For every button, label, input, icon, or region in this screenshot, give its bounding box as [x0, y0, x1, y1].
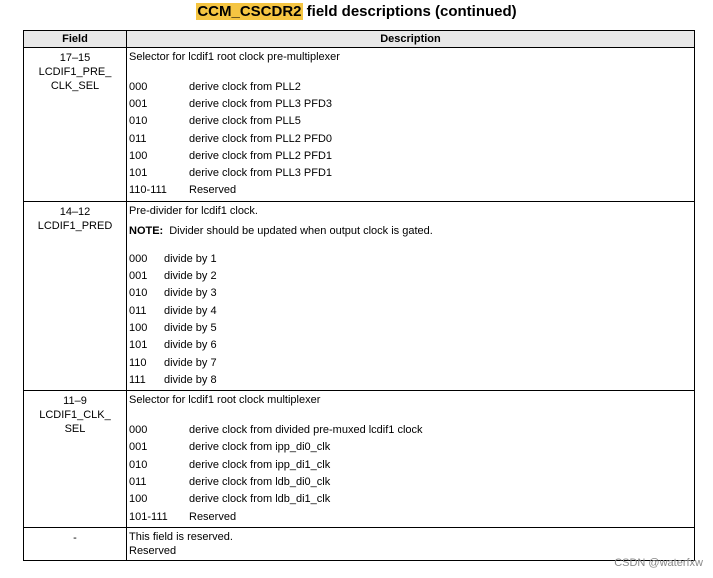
- value-code: 011: [129, 132, 147, 145]
- note-label: NOTE:: [129, 225, 164, 238]
- watermark: CSDN @waterfxw: [614, 557, 703, 569]
- value-code: 001: [129, 97, 148, 110]
- value-text: derive clock from ldb_di0_clk: [189, 475, 331, 488]
- value-text: divide by 3: [164, 287, 217, 300]
- register-name: CCM_CSCDR2: [197, 3, 302, 20]
- header-field: Field: [24, 31, 127, 48]
- description-intro: Selector for lcdif1 root clock multiplexer: [129, 394, 321, 407]
- list-item: [129, 182, 691, 199]
- value-code: 010: [129, 115, 148, 128]
- value-code: 001: [129, 270, 148, 283]
- description-cell: [127, 528, 695, 561]
- value-code: 000: [129, 80, 148, 93]
- list-item: [129, 164, 691, 181]
- value-code: 000: [129, 252, 148, 265]
- field-bits: -: [73, 532, 77, 545]
- value-code: 001: [129, 441, 148, 454]
- value-text: derive clock from divided pre-muxed lcdif1 clock: [189, 424, 423, 437]
- list-item: [129, 473, 691, 490]
- note-text: Divider should be updated when output clock is gated.: [169, 225, 433, 238]
- field-bits: 14–12: [59, 206, 91, 219]
- value-text: derive clock from PLL2: [189, 80, 301, 93]
- list-item: [129, 371, 691, 388]
- description-cell: [127, 202, 695, 391]
- field-name-line: LCDIF1_PRE_: [38, 66, 112, 78]
- list-item: [129, 456, 691, 473]
- table-title: [0, 3, 713, 21]
- list-item: [129, 95, 691, 112]
- field-bits: 17–15: [59, 52, 91, 64]
- list-item: [129, 267, 691, 284]
- list-item: [129, 439, 691, 456]
- value-text: divide by 6: [164, 339, 217, 352]
- value-text: divide by 2: [164, 270, 217, 283]
- value-text: derive clock from PLL2 PFD0: [189, 132, 333, 145]
- value-text: derive clock from ipp_di1_clk: [189, 458, 331, 471]
- field-name-line: LCDIF1_CLK_: [39, 409, 111, 422]
- table-row: [24, 391, 695, 528]
- value-text: derive clock from PLL3 PFD1: [189, 167, 333, 180]
- value-text: derive clock from PLL5: [189, 115, 301, 128]
- list-item: [129, 285, 691, 302]
- value-code: 111: [129, 373, 146, 386]
- list-item: [129, 421, 691, 438]
- value-text: divide by 1: [164, 252, 217, 265]
- description-line: Reserved: [129, 545, 177, 558]
- note: [129, 224, 691, 238]
- value-code: 101: [129, 167, 148, 180]
- value-code: 101-111: [129, 510, 168, 523]
- title-rest: field descriptions (continued): [302, 3, 517, 20]
- value-code: 101: [129, 339, 148, 352]
- field-cell: [24, 391, 127, 528]
- value-text: Reserved: [189, 184, 237, 197]
- field-name-line: CLK_SEL: [50, 80, 100, 92]
- value-text: derive clock from ipp_di0_clk: [189, 441, 331, 454]
- value-code: 011: [129, 475, 147, 488]
- list-item: [129, 319, 691, 336]
- description-intro: Selector for lcdif1 root clock pre-multiplexer: [129, 51, 340, 63]
- value-code: 011: [129, 304, 147, 317]
- value-text: derive clock from PLL2 PFD1: [189, 149, 333, 162]
- value-code: 110: [129, 356, 147, 369]
- value-text: derive clock from ldb_di1_clk: [189, 493, 331, 506]
- field-name-line: SEL: [64, 423, 86, 436]
- list-item: [129, 250, 691, 267]
- list-item: [129, 302, 691, 319]
- value-code: 100: [129, 493, 148, 506]
- value-text: divide by 5: [164, 321, 217, 334]
- value-code: 010: [129, 287, 148, 300]
- value-text: divide by 8: [164, 373, 217, 386]
- description-cell: [127, 391, 695, 528]
- description-line: This field is reserved.: [129, 531, 233, 544]
- value-text: derive clock from PLL3 PFD3: [189, 97, 333, 110]
- field-bits: 11–9: [63, 395, 87, 408]
- value-code: 000: [129, 424, 148, 437]
- description-cell: [127, 48, 695, 202]
- list-item: [129, 354, 691, 371]
- table-row: [24, 528, 695, 561]
- value-text: divide by 7: [164, 356, 217, 369]
- table-row: [24, 202, 695, 391]
- header-row: [24, 31, 695, 48]
- value-text: Reserved: [189, 510, 237, 523]
- list-item: [129, 491, 691, 508]
- table-row: [24, 48, 695, 202]
- list-item: [129, 78, 691, 95]
- value-code: 010: [129, 458, 148, 471]
- field-cell: [24, 48, 127, 202]
- list-item: [129, 130, 691, 147]
- field-descriptions-table: [23, 30, 695, 561]
- description-intro: Pre-divider for lcdif1 clock.: [129, 205, 258, 218]
- value-text: divide by 4: [164, 304, 217, 317]
- header-description: Description: [127, 31, 695, 48]
- value-code: 100: [129, 321, 148, 334]
- value-code: 110-111: [129, 184, 167, 197]
- field-cell: [24, 202, 127, 391]
- list-item: [129, 113, 691, 130]
- list-item: [129, 337, 691, 354]
- list-item: [129, 147, 691, 164]
- field-name-line: LCDIF1_PRED: [37, 220, 113, 233]
- value-code: 100: [129, 149, 148, 162]
- list-item: [129, 508, 691, 525]
- field-cell: [24, 528, 127, 561]
